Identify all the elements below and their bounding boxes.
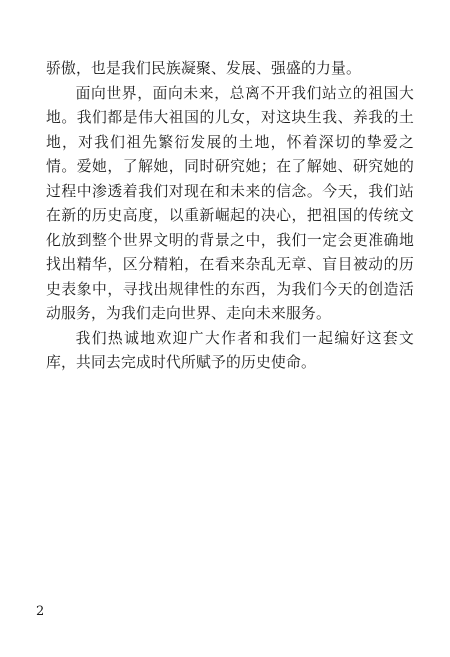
paragraph-world-future: 面向世界，面向未来，总离不开我们站立的祖国大地。我们都是伟大祖国的儿女，对这块生我、养我的土地，对我们祖先繁衍发展的土地，怀着深切的挚爱之情。爱她，了解她，同时研究她；在了解她、研究她的过程中渗透着我们对现在和未来的信念。今天，我们站在新的历史高度，以重新崛起的决心，把祖国的传统文化放到整个世界文明的背景之中，我们一定会更准确地找出精华，区分精粕，在看来杂乱无章、盲目被动的历史表象中，寻找出规律性的东西，为我们今天的创造活动服务，为我们走向世界、走向未来服务。: [46, 84, 414, 322]
paragraph-continuation: 骄傲，也是我们民族凝聚、发展、强盛的力量。: [46, 60, 361, 77]
paragraph-welcome-authors: 我们热诚地欢迎广大作者和我们一起编好这套文库，共同去完成时代所赋予的历史使命。: [46, 329, 414, 371]
body-text: [46, 57, 414, 376]
page-number: 2: [36, 604, 45, 619]
